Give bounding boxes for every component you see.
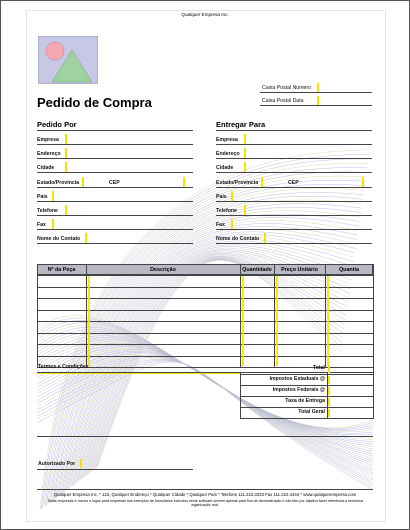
field-underline <box>216 215 372 216</box>
field-input[interactable] <box>65 162 67 172</box>
field-label: Estado/Província <box>37 179 80 186</box>
cep-label: CEP <box>109 179 120 186</box>
table-column-header: Nº da Peça <box>47 266 76 273</box>
field-input[interactable] <box>52 219 54 229</box>
field-label: Fax <box>37 222 46 229</box>
table-column-divider <box>240 264 241 367</box>
field-input[interactable] <box>85 233 87 243</box>
field-underline <box>216 144 372 145</box>
totals-input[interactable] <box>328 376 330 384</box>
header-company-name: Qualquer Empresa Inc. <box>181 12 229 17</box>
table-column-divider <box>373 264 374 367</box>
totals-row-line <box>240 407 373 408</box>
totals-input[interactable] <box>328 409 330 417</box>
field-underline <box>216 158 372 159</box>
field-underline <box>37 158 193 159</box>
field-underline <box>216 172 372 173</box>
field-label: Cidade <box>37 165 55 172</box>
footer-address: Qualquer Empresa Inc. * 123, Qualquer Endereço * Qualquer Cidade * Qualquer País * Telefone 111.222.3333 Fax 111.222.4444 * www.qualquerempresa.com <box>53 492 357 497</box>
terms-label: Termos e Condições <box>38 364 89 370</box>
field-input[interactable] <box>65 134 67 144</box>
table-column-header: Descrição <box>150 266 176 273</box>
field-label: Telefone <box>37 208 58 214</box>
terms-top-line <box>37 372 373 373</box>
field-label: Estado/Província <box>216 179 259 186</box>
authorized-by-input[interactable] <box>80 459 82 468</box>
field-label: País <box>216 193 227 200</box>
field-label: País <box>37 193 48 200</box>
po-number-label: Caixa Postal Número <box>262 85 312 91</box>
cep-input[interactable] <box>362 177 364 187</box>
table-column-divider <box>37 264 38 367</box>
table-column-divider <box>325 264 326 367</box>
field-label: Nome do Contato <box>216 236 260 243</box>
totals-input[interactable] <box>328 387 330 395</box>
table-column-header: Quantidade <box>242 266 272 273</box>
table-column-header: Quantia <box>338 266 360 273</box>
po-date-label: Caixa Postal Data <box>262 98 304 104</box>
order-by-heading: Pedido Por <box>37 120 77 129</box>
field-underline <box>216 229 372 230</box>
field-input[interactable] <box>82 177 84 187</box>
totals-row-line <box>240 418 373 419</box>
field-input[interactable] <box>231 191 233 201</box>
totals-label: Total Geral <box>298 409 325 415</box>
table-column-divider <box>86 264 87 367</box>
column-input-cursor[interactable] <box>88 276 90 366</box>
column-input-cursor[interactable] <box>242 276 244 366</box>
totals-row-line <box>240 396 373 397</box>
totals-label: Taxa de Entrega <box>285 398 325 404</box>
field-input[interactable] <box>231 219 233 229</box>
image-placeholder-icon <box>38 36 98 84</box>
page-title: Pedido de Compra <box>37 95 152 110</box>
po-date-input[interactable] <box>317 96 319 105</box>
field-underline <box>37 243 193 244</box>
field-label: Empresa <box>37 137 59 143</box>
field-underline <box>37 187 193 188</box>
column-input-cursor[interactable] <box>276 276 278 366</box>
cep-label: CEP <box>288 179 299 186</box>
column-input-cursor[interactable] <box>327 276 329 366</box>
field-underline <box>37 215 193 216</box>
field-input[interactable] <box>244 148 246 158</box>
field-label: Telefone <box>216 208 237 214</box>
field-input[interactable] <box>244 205 246 215</box>
field-underline <box>37 144 193 145</box>
table-column-divider <box>274 264 275 367</box>
totals-label: Impostos Estaduais @ <box>269 376 325 382</box>
field-input[interactable] <box>244 162 246 172</box>
field-underline <box>216 187 372 188</box>
field-underline <box>37 172 193 173</box>
field-input[interactable] <box>244 134 246 144</box>
field-input[interactable] <box>65 148 67 158</box>
totals-label: Impostos Federais @ <box>272 387 325 393</box>
totals-input[interactable] <box>328 398 330 406</box>
ship-to-heading: Entregar Para <box>216 120 266 129</box>
field-underline <box>37 201 193 202</box>
field-underline <box>216 243 372 244</box>
totals-label: Total <box>312 365 325 371</box>
authorized-by-label: Autorizado Por <box>38 461 76 467</box>
field-input[interactable] <box>264 233 266 243</box>
field-label: Empresa <box>216 137 238 143</box>
totals-row-line <box>240 374 373 375</box>
table-column-header: Preço Unitário <box>281 266 318 273</box>
field-label: Cidade <box>216 165 234 172</box>
po-number-input[interactable] <box>317 83 319 92</box>
field-underline <box>216 201 372 202</box>
field-label: Fax <box>216 222 225 229</box>
field-label: Endereço <box>216 151 240 158</box>
field-label: Endereço <box>37 151 61 158</box>
field-input[interactable] <box>65 205 67 215</box>
field-label: Nome do Contato <box>37 236 81 243</box>
field-input[interactable] <box>52 191 54 201</box>
field-input[interactable] <box>261 177 263 187</box>
cep-input[interactable] <box>183 177 185 187</box>
totals-row-line <box>240 385 373 386</box>
field-underline <box>37 229 193 230</box>
totals-input[interactable] <box>328 365 330 373</box>
footer-disclaimer: Todas empresas e nomes e logos para empresas nos exemplos de formulários incluídos neste software servem apenas para fins de demonstração e não têm por objetivo fazer referência a nenhuma organização real. <box>47 499 363 508</box>
